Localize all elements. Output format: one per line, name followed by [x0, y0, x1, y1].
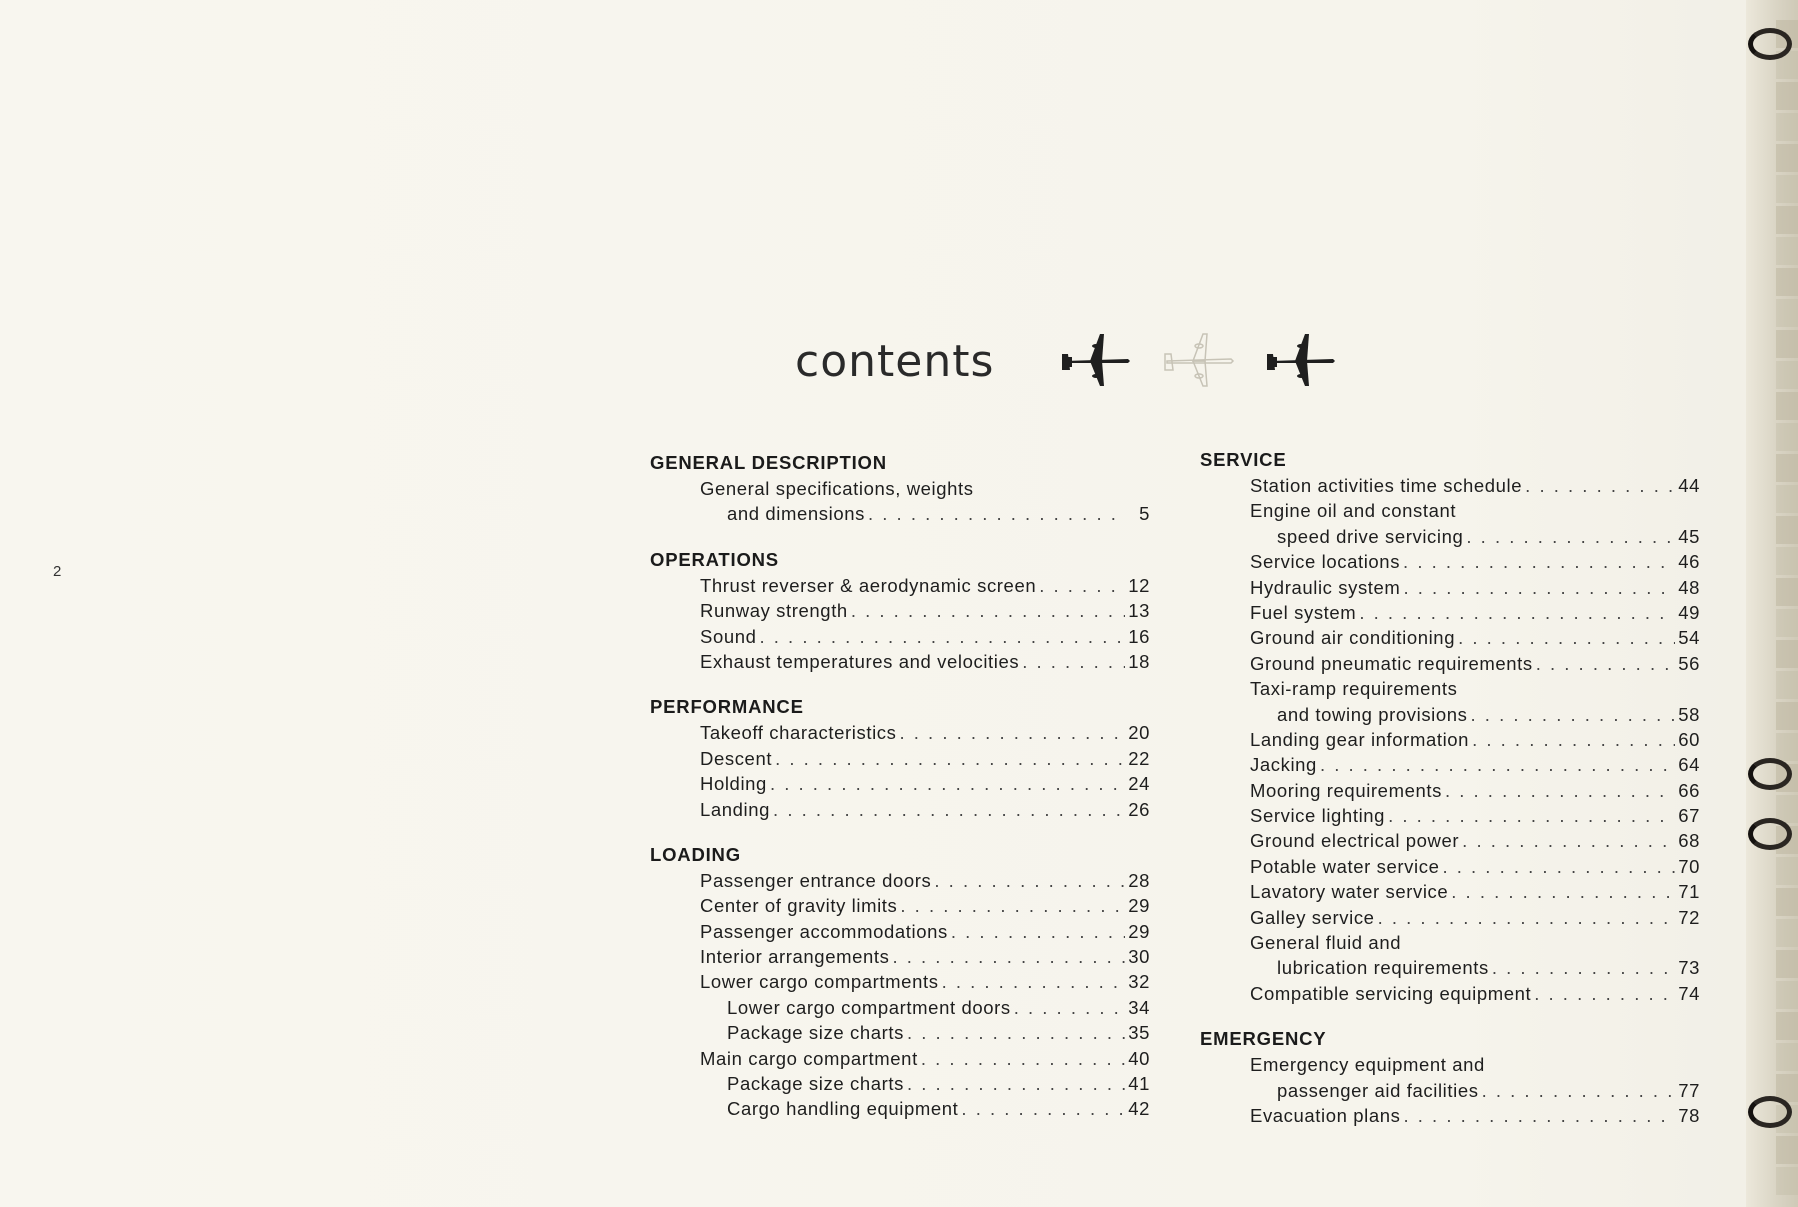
dot-leader [1403, 549, 1675, 574]
binding-tab [1776, 330, 1798, 358]
contents-entry [650, 624, 1150, 649]
binding-tab [1776, 361, 1798, 389]
binding-tab [1776, 1136, 1798, 1164]
contents-entry [1200, 575, 1700, 600]
entry-label: Passenger entrance doors [700, 869, 932, 891]
entry-label: Interior arrangements [700, 946, 890, 968]
binding-ring [1748, 1096, 1792, 1128]
entry-page-number: 29 [1128, 920, 1150, 942]
entry-label: Fuel system [1250, 601, 1357, 623]
binding-tab [1776, 144, 1798, 172]
section-heading: LOADING [650, 843, 741, 865]
binding-ring [1748, 818, 1792, 850]
dot-leader [899, 720, 1125, 745]
dot-leader [907, 1020, 1125, 1045]
entry-label: Thrust reverser & aerodynamic screen [700, 574, 1037, 596]
binding-tab [1776, 1043, 1798, 1071]
entry-label: and towing provisions [1277, 703, 1468, 725]
entry-page-number: 46 [1678, 551, 1700, 573]
entry-page-number: 13 [1128, 600, 1150, 622]
dot-leader [942, 969, 1125, 994]
binding-tab [1776, 485, 1798, 513]
entry-label: Lower cargo compartments [700, 971, 939, 993]
entry-page-number: 56 [1678, 652, 1700, 674]
contents-entry [650, 598, 1150, 623]
airplane-dark-icon [1265, 330, 1337, 388]
contents-entry [1200, 905, 1700, 930]
contents-entry [1200, 727, 1700, 752]
binding-tab [1776, 702, 1798, 730]
section-heading: SERVICE [1200, 449, 1287, 470]
contents-entry [1200, 473, 1700, 498]
entry-label: and dimensions [727, 503, 865, 525]
binding-tab [1776, 516, 1798, 544]
airplane-dark-icon [1060, 330, 1132, 388]
section-heading: GENERAL DESCRIPTION [650, 452, 887, 473]
contents-entry [650, 746, 1150, 771]
contents-entry [650, 573, 1150, 598]
page-number: 2 [53, 563, 62, 580]
contents-entry [1200, 1103, 1700, 1128]
entry-label: Service locations [1250, 551, 1401, 573]
entry-label: Runway strength [700, 600, 848, 622]
contents-entry [650, 969, 1150, 994]
contents-entry [1200, 524, 1700, 549]
section-entries [1200, 473, 1700, 1006]
contents-entry [1200, 600, 1700, 625]
entry-page-number: 26 [1128, 798, 1150, 820]
binding-tab [1776, 1167, 1798, 1195]
dot-leader [1022, 649, 1125, 674]
title-row [795, 330, 1355, 396]
entry-page-number: 58 [1678, 703, 1700, 725]
entry-label: Landing gear information [1250, 728, 1470, 750]
entry-page-number: 78 [1678, 1104, 1700, 1126]
binding-ring [1748, 758, 1792, 790]
dot-leader [1525, 473, 1675, 498]
binding-tab [1776, 981, 1798, 1009]
entry-page-number: 24 [1128, 773, 1150, 795]
dot-leader [1471, 702, 1675, 727]
entry-page-number: 74 [1678, 982, 1700, 1004]
binding-tab [1776, 237, 1798, 265]
binding-tab [1776, 268, 1798, 296]
entry-page-number: 77 [1678, 1079, 1700, 1101]
binding-tab [1776, 1012, 1798, 1040]
entry-label: Package size charts [727, 1022, 904, 1044]
dot-leader [1458, 625, 1675, 650]
contents-entry [650, 797, 1150, 822]
dot-leader [1014, 995, 1125, 1020]
binding-tab [1776, 82, 1798, 110]
contents-entry [650, 944, 1150, 969]
entry-label: Galley service [1250, 906, 1375, 928]
section-heading: PERFORMANCE [650, 696, 804, 718]
entry-page-number: 72 [1678, 906, 1700, 928]
entry-page-number: 71 [1678, 881, 1700, 903]
dot-leader [1403, 575, 1675, 600]
entry-label: speed drive servicing [1277, 525, 1464, 547]
contents-entry [1200, 854, 1700, 879]
dot-leader [1320, 752, 1675, 777]
contents-entry [1200, 702, 1700, 727]
contents-entry [1200, 549, 1700, 574]
dot-leader [1442, 854, 1675, 879]
entry-label: Station activities time schedule [1250, 475, 1523, 496]
section-entries [650, 573, 1150, 675]
contents-entry [650, 995, 1150, 1020]
entry-page-number: 54 [1678, 627, 1700, 649]
binding-tab [1776, 175, 1798, 203]
entry-label: Lavatory water service [1250, 881, 1449, 903]
section-entries [650, 720, 1150, 822]
contents-left-column [650, 450, 1150, 1142]
entry-page-number: 64 [1678, 754, 1700, 776]
entry-label: lubrication requirements [1277, 957, 1489, 979]
contents-entry-line: Taxi-ramp requirements [1250, 678, 1458, 700]
binding-ring [1748, 28, 1792, 60]
contents-entry [650, 868, 1150, 893]
contents-entry-line: General specifications, weights [700, 478, 974, 499]
contents-entry [1200, 651, 1700, 676]
binding-tab [1776, 578, 1798, 606]
entry-label: Ground electrical power [1250, 830, 1460, 852]
entry-label: Mooring requirements [1250, 779, 1442, 801]
dot-leader [1039, 573, 1125, 598]
dot-leader [1445, 778, 1675, 803]
dot-leader [934, 868, 1125, 893]
dot-leader [760, 624, 1126, 649]
contents-entry [650, 771, 1150, 796]
binding-tab [1776, 113, 1798, 141]
entry-label: Holding [700, 773, 767, 795]
entry-page-number: 35 [1128, 1022, 1150, 1044]
entry-label: Center of gravity limits [700, 895, 898, 917]
entry-page-number: 18 [1128, 650, 1150, 672]
dot-leader [775, 746, 1125, 771]
entry-page-number: 41 [1128, 1073, 1150, 1095]
binding-tab [1776, 299, 1798, 327]
entry-label: Evacuation plans [1250, 1104, 1401, 1126]
contents-right-column [1200, 447, 1700, 1148]
dot-leader [1466, 524, 1675, 549]
section-heading: OPERATIONS [650, 548, 779, 570]
binding-tab [1776, 206, 1798, 234]
entry-page-number: 30 [1128, 946, 1150, 968]
contents-entry [650, 1096, 1150, 1121]
entry-page-number: 48 [1678, 576, 1700, 598]
spiral-binding [1746, 0, 1798, 1207]
entry-page-number: 34 [1128, 996, 1150, 1018]
entry-page-number: 42 [1128, 1098, 1150, 1120]
contents-entry [650, 1020, 1150, 1045]
entry-page-number: 73 [1678, 957, 1700, 979]
entry-page-number: 12 [1128, 574, 1150, 596]
binding-tab [1776, 919, 1798, 947]
binding-tab [1776, 454, 1798, 482]
section-entries [1200, 1052, 1700, 1128]
dot-leader [770, 771, 1125, 796]
entry-page-number: 70 [1678, 855, 1700, 877]
dot-leader [1492, 955, 1675, 980]
contents-entry [650, 919, 1150, 944]
binding-tab [1776, 950, 1798, 978]
dot-leader [1482, 1078, 1675, 1103]
dot-leader [961, 1096, 1125, 1121]
entry-label: passenger aid facilities [1277, 1079, 1479, 1101]
contents-entry [650, 501, 1150, 526]
dot-leader [1359, 600, 1675, 625]
dot-leader [1388, 803, 1675, 828]
entry-page-number: 29 [1128, 895, 1150, 917]
dot-leader [1378, 905, 1675, 930]
binding-tab [1776, 640, 1798, 668]
binding-tab [1776, 547, 1798, 575]
dot-leader [892, 944, 1125, 969]
entry-label: Cargo handling equipment [727, 1098, 959, 1120]
dot-leader [851, 598, 1125, 623]
binding-tab [1776, 733, 1798, 761]
section-entries [650, 476, 1150, 527]
dot-leader [900, 893, 1125, 918]
section-entries [650, 868, 1150, 1122]
entry-page-number: 20 [1128, 722, 1150, 744]
contents-entry [650, 1071, 1150, 1096]
entry-label: Takeoff characteristics [700, 722, 897, 744]
entry-label: Potable water service [1250, 855, 1440, 877]
entry-page-number: 60 [1678, 728, 1700, 750]
entry-label: Passenger accommodations [700, 920, 948, 942]
entry-page-number: 16 [1128, 625, 1150, 647]
contents-entry [1200, 828, 1700, 853]
binding-tab [1776, 392, 1798, 420]
entry-page-number: 5 [1139, 503, 1150, 525]
entry-label: Ground air conditioning [1250, 627, 1456, 649]
entry-page-number: 44 [1678, 475, 1700, 496]
entry-page-number: 40 [1128, 1047, 1150, 1069]
entry-page-number: 45 [1678, 525, 1700, 547]
entry-page-number: 68 [1678, 830, 1700, 852]
contents-entry [1200, 752, 1700, 777]
entry-label: Compatible servicing equipment [1250, 982, 1532, 1004]
entry-label: Main cargo compartment [700, 1047, 918, 1069]
binding-tab [1776, 423, 1798, 451]
contents-entry [650, 649, 1150, 674]
entry-page-number: 28 [1128, 869, 1150, 891]
contents-entry [1200, 955, 1700, 980]
page-title: contents [795, 336, 995, 387]
dot-leader [1472, 727, 1675, 752]
entry-label: Sound [700, 625, 757, 647]
entry-label: Ground pneumatic requirements [1250, 652, 1533, 674]
entry-page-number: 22 [1128, 747, 1150, 769]
dot-leader [868, 501, 1125, 526]
entry-page-number: 66 [1678, 779, 1700, 801]
contents-entry-line: Engine oil and constant [1250, 500, 1457, 522]
contents-entry [650, 720, 1150, 745]
dot-leader [1534, 981, 1675, 1006]
contents-entry [1200, 625, 1700, 650]
entry-label: Lower cargo compartment doors [727, 996, 1011, 1018]
entry-page-number: 67 [1678, 805, 1700, 827]
dot-leader [1451, 879, 1675, 904]
contents-entry [1200, 981, 1700, 1006]
contents-entry [1200, 778, 1700, 803]
entry-page-number: 49 [1678, 601, 1700, 623]
binding-tab [1776, 609, 1798, 637]
entry-label: Hydraulic system [1250, 576, 1401, 598]
binding-tab [1776, 857, 1798, 885]
dot-leader [951, 919, 1125, 944]
entry-label: Jacking [1250, 754, 1317, 776]
airplane-outline-icon [1163, 330, 1235, 388]
contents-entry [1200, 1078, 1700, 1103]
dot-leader [1536, 651, 1675, 676]
contents-entry [1200, 803, 1700, 828]
dot-leader [1404, 1103, 1676, 1128]
dot-leader [907, 1071, 1125, 1096]
contents-entry-line: General fluid and [1250, 932, 1402, 954]
dot-leader [921, 1046, 1125, 1071]
entry-label: Exhaust temperatures and velocities [700, 650, 1020, 672]
entry-label: Service lighting [1250, 805, 1386, 827]
contents-entry [650, 1046, 1150, 1071]
binding-tab [1776, 888, 1798, 916]
contents-entry [1200, 879, 1700, 904]
dot-leader [773, 797, 1125, 822]
entry-label: Landing [700, 798, 771, 820]
contents-entry-line: Emergency equipment and [1250, 1054, 1485, 1076]
binding-tab [1776, 671, 1798, 699]
dot-leader [1462, 828, 1675, 853]
contents-entry [650, 893, 1150, 918]
section-heading: EMERGENCY [1200, 1028, 1327, 1050]
entry-page-number: 32 [1128, 971, 1150, 993]
entry-label: Package size charts [727, 1073, 904, 1095]
entry-label: Descent [700, 747, 773, 769]
